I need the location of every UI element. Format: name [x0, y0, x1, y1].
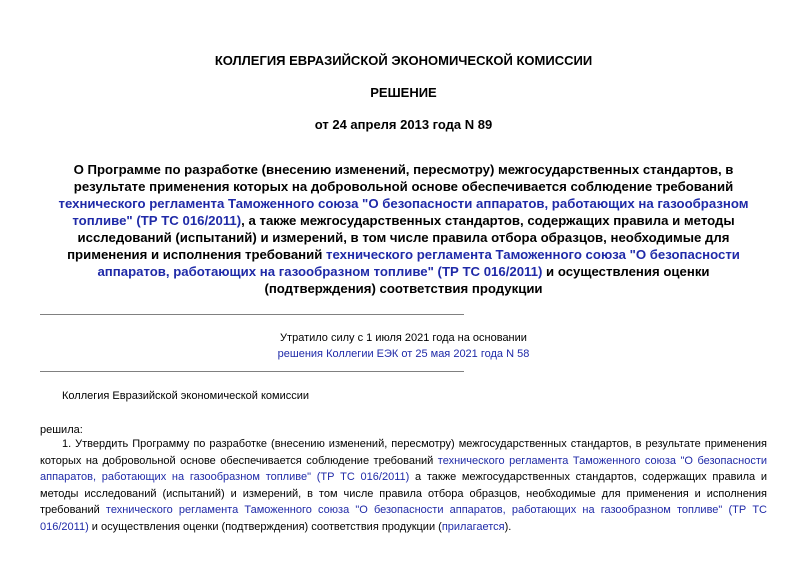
paragraph-1-text-3: и осуществления оценки (подтверждения) соответствия продукции (	[88, 520, 442, 533]
repeal-decision-link[interactable]: решения Коллегии ЕЭК от 25 мая 2021 года N 58	[277, 348, 530, 360]
paragraph-1-text-1: 1. Утвердить Программу по разработке (внесению изменений, пересмотру) межгосударственных стандартов, в результате применения которых на добровольной основе обеспечивается соблюдение требований	[40, 438, 767, 467]
title-link-tr-ts-016-1[interactable]: технического регламента Таможенного союза "О безопасности аппаратов, работающих на газообразном топливе" (ТР ТС 016/2011)	[58, 196, 749, 228]
paragraph-1-text-2: а также межгосударственных стандартов, содержащих правила и методы исследований (испытаний) и измерений, в том числе правила отбора образцов, необходимые для применения и исполнения требований	[40, 471, 767, 516]
paragraph-1-link-tr-ts-016-2[interactable]: технического регламента Таможенного союза "О безопасности аппаратов, работающих на газообразном топливе" (ТР ТС 016/2011)	[40, 504, 767, 533]
body-organization-line: Коллегия Евразийской экономической комиссии	[62, 390, 310, 402]
title-text-1: О Программе по разработке (внесению изменений, пересмотру) межгосударственных стандартов, в результате применения которых на добровольной основе обеспечивается соблюдение требований	[73, 162, 734, 194]
date-number-heading: от 24 апреля 2013 года N 89	[314, 117, 493, 132]
paragraph-1	[40, 436, 767, 535]
document-type-heading: РЕШЕНИЕ	[370, 85, 437, 100]
repeal-notice-link-line	[40, 346, 767, 363]
decided-label: решила:	[40, 424, 83, 436]
title-text-2: , а также межгосударственных стандартов, содержащих правила и методы исследований (испытаний) и измерений, в том числе правила отбора образцов, необходимые для применения и исполнения требований	[67, 213, 735, 262]
document-title	[40, 161, 767, 297]
organization-heading: КОЛЛЕГИЯ ЕВРАЗИЙСКОЙ ЭКОНОМИЧЕСКОЙ КОМИССИИ	[214, 53, 593, 68]
annex-link[interactable]: прилагается	[441, 520, 505, 533]
title-link-tr-ts-016-2[interactable]: технического регламента Таможенного союза "О безопасности аппаратов, работающих на газообразном топливе" (ТР ТС 016/2011)	[97, 247, 740, 279]
paragraph-1-text-4: ).	[504, 520, 512, 533]
title-text-3: и осуществления оценки (подтверждения) соответствия продукции	[264, 264, 710, 296]
divider-top	[40, 314, 464, 315]
repeal-notice: Утратило силу с 1 июля 2021 года на основании	[280, 332, 527, 344]
paragraph-1-link-tr-ts-016-1[interactable]: технического регламента Таможенного союза "О безопасности аппаратов, работающих на газообразном топливе" (ТР ТС 016/2011)	[40, 454, 767, 483]
divider-bottom	[40, 371, 464, 372]
